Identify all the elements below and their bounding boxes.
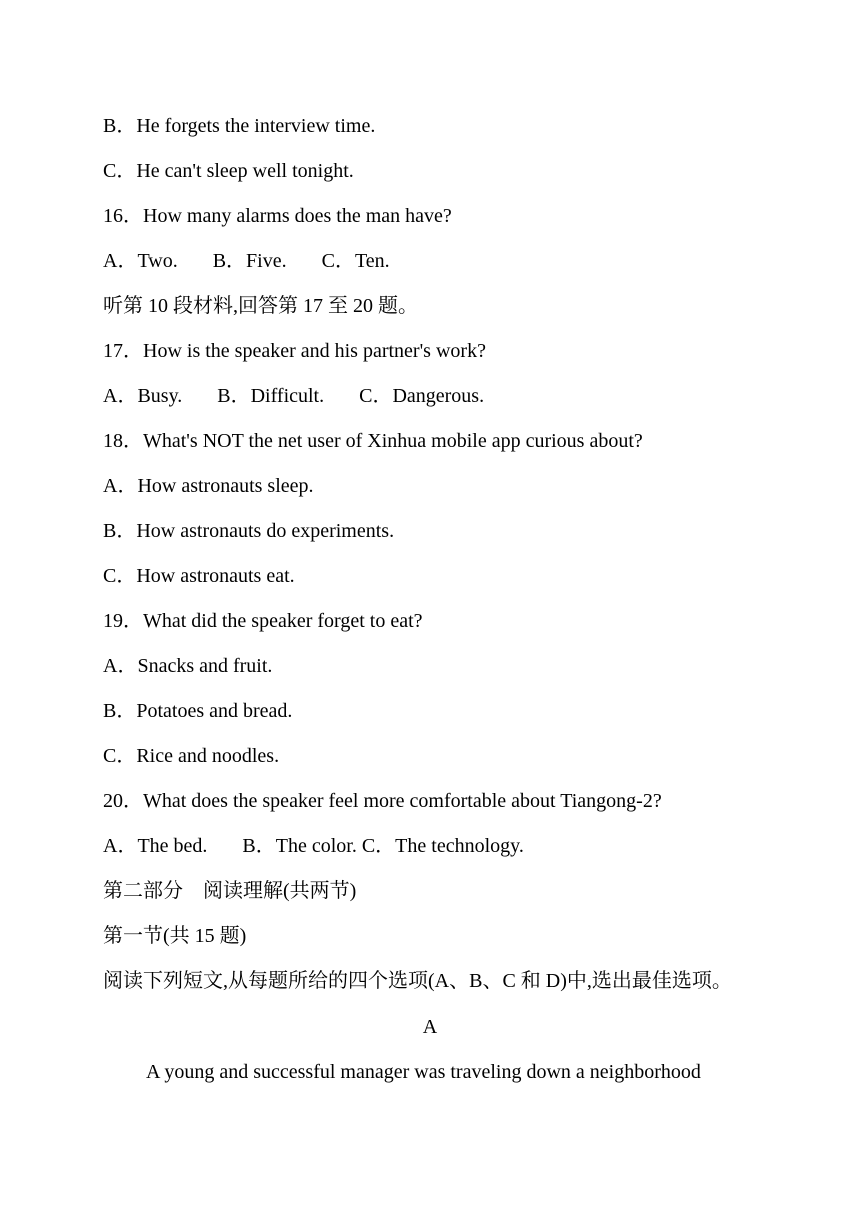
question-16: 16．How many alarms does the man have? bbox=[103, 205, 452, 227]
question-18: 18．What's NOT the net user of Xinhua mobile app curious about? bbox=[103, 430, 643, 452]
passage-label-a: A bbox=[422, 1016, 438, 1038]
option-19b: B．Potatoes and bread. bbox=[103, 700, 293, 722]
question-20: 20．What does the speaker feel more comfortable about Tiangong-2? bbox=[103, 790, 662, 812]
options-17: A．Busy. B．Difficult. C．Dangerous. bbox=[103, 385, 485, 407]
option-15b: B．He forgets the interview time. bbox=[103, 115, 376, 137]
option-18c: C．How astronauts eat. bbox=[103, 565, 295, 587]
option-19c: C．Rice and noodles. bbox=[103, 745, 280, 767]
option-18a: A．How astronauts sleep. bbox=[103, 475, 314, 497]
option-15c: C．He can't sleep well tonight. bbox=[103, 160, 354, 182]
passage-first-line: A young and successful manager was traveling down a neighborhood bbox=[146, 1061, 701, 1083]
option-18b: B．How astronauts do experiments. bbox=[103, 520, 395, 542]
options-20: A．The bed. B．The color. C．The technology. bbox=[103, 835, 524, 857]
section-one-heading: 第一节(共 15 题) bbox=[103, 925, 247, 947]
part-two-heading: 第二部分 阅读理解(共两节) bbox=[103, 880, 357, 902]
section-instruction-10: 听第 10 段材料,回答第 17 至 20 题。 bbox=[103, 295, 418, 317]
question-17: 17．How is the speaker and his partner's work? bbox=[103, 340, 486, 362]
question-19: 19．What did the speaker forget to eat? bbox=[103, 610, 423, 632]
options-16: A．Two. B．Five. C．Ten. bbox=[103, 250, 390, 272]
reading-instruction: 阅读下列短文,从每题所给的四个选项(A、B、C 和 D)中,选出最佳选项。 bbox=[103, 970, 732, 992]
option-19a: A．Snacks and fruit. bbox=[103, 655, 273, 677]
